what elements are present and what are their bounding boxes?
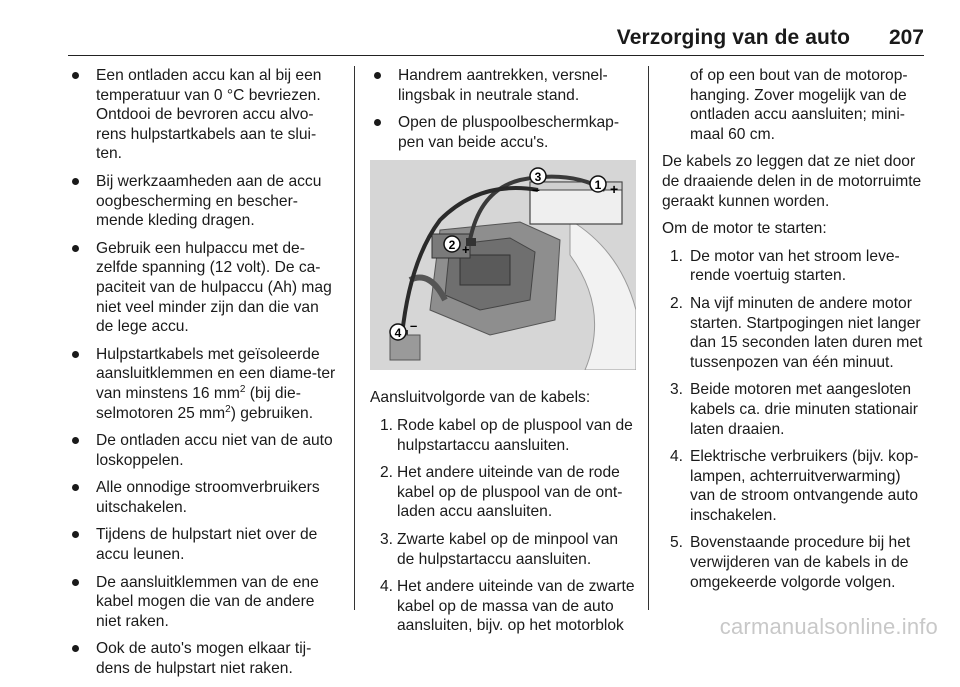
column-divider-right — [648, 66, 649, 610]
minus-sign: – — [532, 181, 540, 198]
step-text: Elektrische verbruikers (bijv. kop-lampen, achterruitverwarming) van de stroom ontvangende auto inschakelen. — [690, 448, 919, 524]
callout-3-label: 3 — [534, 170, 542, 185]
list-item: Open de pluspoolbeschermkap-pen van beide accu's. — [370, 113, 636, 152]
list-item: Een ontladen accu kan al bij een temperatuur van 0 °C bevriezen. Ontdooi de bevroren accu alvo-rens hulpstartkabels aan te slui-ten. — [68, 66, 340, 164]
list-item — [662, 294, 926, 372]
step-text: Beide motoren met aangesloten kabels ca. drie minuten stationair laten draaien. — [690, 381, 918, 438]
jump-start-illustration — [370, 160, 636, 370]
callout-4-label: 4 — [394, 326, 402, 341]
step-number: 5. — [670, 534, 684, 552]
list-item-cable-spec — [68, 345, 340, 423]
watermark: carmanualsonline.info — [719, 614, 938, 639]
connection-order-title: Aansluitvolgorde van de kabels: — [370, 389, 591, 407]
preparation-list — [370, 66, 636, 152]
step-number: 2. — [670, 294, 684, 312]
column-left — [68, 66, 340, 687]
list-item: Gebruik een hulpaccu met de-zelfde spanning (12 volt). De ca-paciteit van de hulpaccu (Ah) mag niet veel minder zijn dan die van de lege accu. — [68, 239, 340, 337]
superscript: 2 — [225, 403, 231, 415]
step-text: Bovenstaande procedure bij het verwijderen van de kabels in de omgekeerde volgorde volgen. — [690, 534, 911, 591]
superscript: 2 — [239, 383, 246, 395]
step-text: De motor van het stroom leve-rende voertuig starten. — [690, 247, 900, 285]
step-text: Het andere uiteinde van de rode kabel op de pluspool van de ont-laden accu aansluiten. — [397, 464, 623, 521]
precaution-list — [68, 66, 340, 679]
list-item — [662, 247, 926, 286]
start-procedure-list — [662, 247, 926, 593]
list-item: Ook de auto's mogen elkaar tij-dens de hulpstart niet raken. — [68, 639, 340, 678]
list-item — [370, 463, 636, 522]
list-item: Bij werkzaamheden aan de accu oogbescherming en bescher-mende kleding dragen. — [68, 172, 340, 231]
step-text: Na vijf minuten de andere motor starten. Startpogingen niet langer dan 15 seconden laten duren met tussenpozen van één minuut. — [690, 294, 923, 371]
cable-spec-text-end: ) gebruiken. — [230, 404, 314, 422]
callout-1-label: 1 — [594, 178, 602, 193]
step-number: 1. — [380, 416, 394, 434]
step-text: Zwarte kabel op de minpool van de hulpstartaccu aansluiten. — [397, 530, 619, 568]
column-middle — [370, 66, 636, 644]
connection-order-list — [370, 416, 636, 636]
engine-bay-drawing — [370, 160, 636, 370]
plus-sign: + — [462, 242, 470, 258]
list-item: De aansluitklemmen van de ene kabel mogen die van de andere niet raken. — [68, 573, 340, 632]
minus-sign: – — [410, 318, 418, 334]
step-text: Het andere uiteinde van de zwarte kabel op de massa van de auto aansluiten, bijv. op het motorblok — [397, 578, 635, 635]
column-divider-left — [354, 66, 355, 610]
list-item — [662, 380, 926, 439]
step-number: 3. — [670, 381, 684, 399]
header-divider — [68, 55, 924, 56]
callout-2-label: 2 — [448, 238, 456, 253]
plus-sign: + — [610, 181, 619, 198]
list-item — [662, 447, 926, 525]
step-continuation: of op een bout van de motorop-hanging. Zover mogelijk van de ontladen accu aansluiten; mini-maal 60 cm. — [690, 67, 908, 143]
step-text: Rode kabel op de pluspool van de hulpstartaccu aansluiten. — [397, 416, 633, 454]
list-item: Tijdens de hulpstart niet over de accu leunen. — [68, 525, 340, 564]
start-intro-paragraph: Om de motor te starten: — [662, 220, 827, 238]
list-item: De ontladen accu niet van de auto loskoppelen. — [68, 431, 340, 470]
list-item: Alle onnodige stroomverbruikers uitschakelen. — [68, 478, 340, 517]
list-item — [370, 577, 636, 636]
page-number: 207 — [888, 26, 924, 49]
step-number: 1. — [670, 247, 684, 265]
step-number: 4. — [670, 448, 684, 466]
page-header — [0, 22, 960, 58]
column-right — [662, 66, 926, 600]
step-number: 4. — [380, 578, 394, 596]
page-title: Verzorging van de auto — [616, 26, 850, 49]
list-item: Handrem aantrekken, versnel-lingsbak in neutrale stand. — [370, 66, 636, 105]
list-item — [370, 530, 636, 569]
cable-spec-text-mid: (bij die-selmotoren 25 mm — [96, 384, 301, 422]
list-item — [662, 533, 926, 592]
step-number: 2. — [380, 464, 394, 482]
step-number: 3. — [380, 530, 394, 548]
cable-routing-paragraph: De kabels zo leggen dat ze niet door de draaiende delen in de motorruimte geraakt kunnen worden. — [662, 153, 922, 210]
cable-spec-text: Hulpstartkabels met geïsoleerde aansluitklemmen en een diame-ter van minstens 16 mm — [96, 345, 336, 402]
list-item — [370, 416, 636, 455]
